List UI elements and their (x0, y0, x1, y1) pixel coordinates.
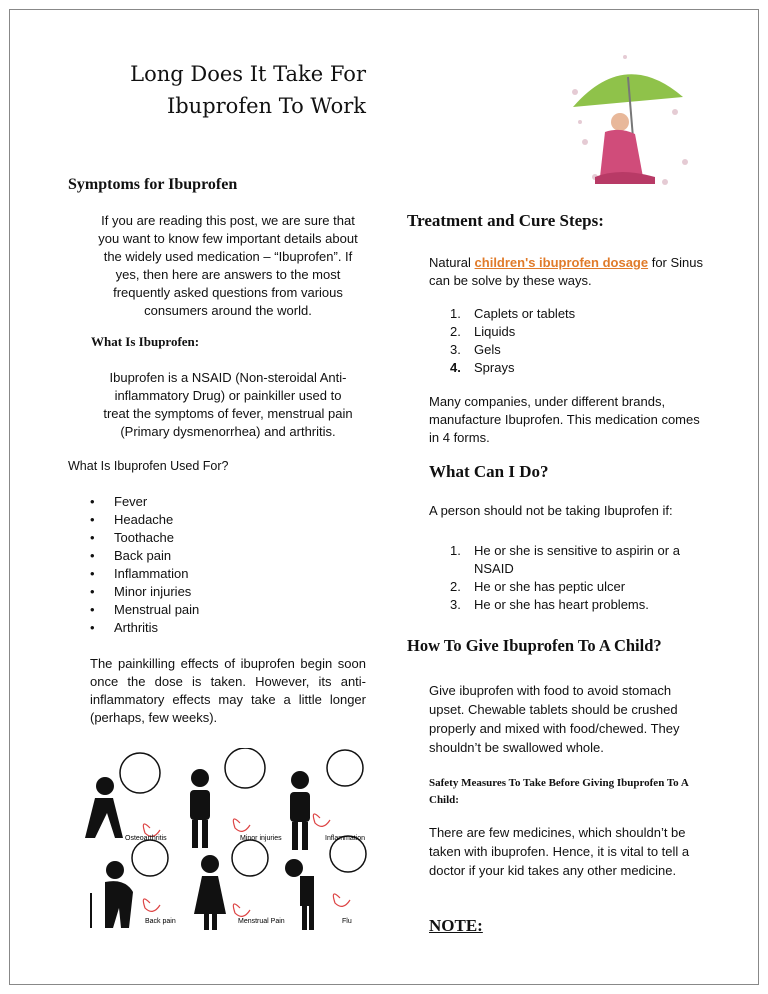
natural-text: for Sinus can be solve by these ways. (429, 255, 704, 288)
used-for-heading: What Is Ibuprofen Used For? (68, 459, 229, 473)
bullet-icon: • (90, 584, 95, 599)
list-item-text: Menstrual pain (114, 602, 200, 617)
bullet-icon: • (90, 620, 95, 635)
list-item-text: He or she has heart problems. (474, 597, 649, 612)
painkilling-paragraph: The painkilling effects of ibuprofen begin soon once the dose is taken. However, its anti-inflammatory effects may take a little longer (perhaps, few weeks). (90, 656, 366, 725)
what-is-line: treat the symptoms of fever, menstrual pain (103, 406, 353, 421)
list-item (90, 493, 199, 511)
what-is-line: (Primary dysmenorrhea) and arthritis. (120, 424, 336, 439)
forms-list (450, 305, 575, 377)
intro-line: the widely used medication – “Ibuprofen”. If (103, 249, 353, 264)
natural-paragraph (429, 254, 707, 290)
bullet-icon: • (90, 530, 95, 545)
companies-paragraph: Many companies, under different brands, manufacture Ibuprofen. This medication comes in 4 forms. (429, 394, 700, 445)
list-number: 2. (450, 324, 461, 339)
safety-paragraph: There are few medicines, which shouldn’t be taken with ibuprofen. Hence, it is vital to tell a doctor if your kid takes any other medicine. (429, 825, 690, 878)
list-item-text: He or she has peptic ulcer (474, 579, 626, 594)
bullet-icon: • (90, 548, 95, 563)
page-title (80, 58, 366, 122)
child-heading: How To Give Ibuprofen To A Child? (407, 636, 662, 655)
intro-line: you want to know few important details about (98, 231, 358, 246)
figure-label: Inflammation (325, 835, 366, 842)
list-item (90, 601, 199, 619)
intro-line: yes, then here are answers to the most (115, 267, 341, 282)
list-item (90, 511, 199, 529)
list-item-text: Sprays (474, 360, 515, 375)
title-line-2: Ibuprofen To Work (166, 94, 366, 118)
list-item (90, 619, 199, 637)
list-number: 3. (450, 597, 461, 612)
list-number: 1. (450, 543, 461, 558)
natural-text: Natural (429, 255, 475, 270)
list-item (450, 578, 700, 596)
bullet-icon: • (90, 566, 95, 581)
list-item (90, 583, 199, 601)
child-paragraph: Give ibuprofen with food to avoid stomach upset. Chewable tablets should be crushed properly and mixed with food/chewed. They shouldn’t be swallowed whole. (429, 683, 680, 755)
bullet-icon: • (90, 494, 95, 509)
umbrella-illustration (565, 52, 695, 192)
list-number: 3. (450, 342, 461, 357)
bullet-icon: • (90, 512, 95, 527)
list-item (450, 341, 575, 359)
list-number: 1. (450, 306, 461, 321)
list-item-text: Toothache (114, 530, 174, 545)
symptoms-illustration (80, 748, 370, 933)
list-item (450, 323, 575, 341)
should-not-text: A person should not be taking Ibuprofen if: (429, 503, 673, 518)
list-item-text: Fever (114, 494, 148, 509)
what-is-line: inflammatory Drug) or painkiller used to (114, 388, 342, 403)
list-item-text: Gels (474, 342, 501, 357)
list-item-text: Minor injuries (114, 584, 192, 599)
intro-paragraph (80, 212, 376, 320)
list-item (450, 596, 700, 614)
list-number: 2. (450, 579, 461, 594)
list-item-text: Headache (114, 512, 174, 527)
list-number: 4. (450, 360, 461, 375)
intro-line: frequently asked questions from various (113, 285, 343, 300)
intro-line: If you are reading this post, we are sure that (101, 213, 355, 228)
list-item-text: Caplets or tablets (474, 306, 576, 321)
what-is-line: Ibuprofen is a NSAID (Non-steroidal Anti- (109, 370, 347, 385)
list-item-text: Inflammation (114, 566, 189, 581)
list-item (450, 542, 700, 578)
conditions-list (450, 542, 700, 614)
symptoms-heading: Symptoms for Ibuprofen (68, 176, 238, 193)
figure-label: Osteoarthritis (125, 835, 167, 842)
figure-label: Flu (342, 918, 352, 925)
list-item (90, 547, 199, 565)
figure-label: Back pain (145, 918, 176, 925)
what-can-heading: What Can I Do? (429, 462, 549, 481)
note-heading: NOTE: (429, 916, 483, 935)
list-item-text: He or she is sensitive to aspirin or a NSAID (474, 543, 680, 576)
intro-line: consumers around the world. (144, 303, 312, 318)
childrens-dosage-link[interactable]: children's ibuprofen dosage (474, 255, 649, 270)
bullet-icon: • (90, 602, 95, 617)
figure-label: Menstrual Pain (238, 918, 285, 925)
treatment-heading: Treatment and Cure Steps: (407, 211, 604, 230)
title-line-1: Long Does It Take For (130, 62, 366, 86)
list-item-text: Liquids (474, 324, 516, 339)
list-item (450, 359, 575, 377)
list-item-text: Back pain (114, 548, 172, 563)
used-for-list (90, 493, 199, 637)
list-item (90, 565, 199, 583)
list-item (90, 529, 199, 547)
list-item-text: Arthritis (114, 620, 159, 635)
safety-heading: Safety Measures To Take Before Giving Ibuprofen To A Child: (429, 777, 689, 806)
list-item (450, 305, 575, 323)
what-is-heading: What Is Ibuprofen: (91, 334, 200, 349)
figure-label: Minor injuries (240, 835, 282, 842)
what-is-paragraph (80, 369, 376, 441)
